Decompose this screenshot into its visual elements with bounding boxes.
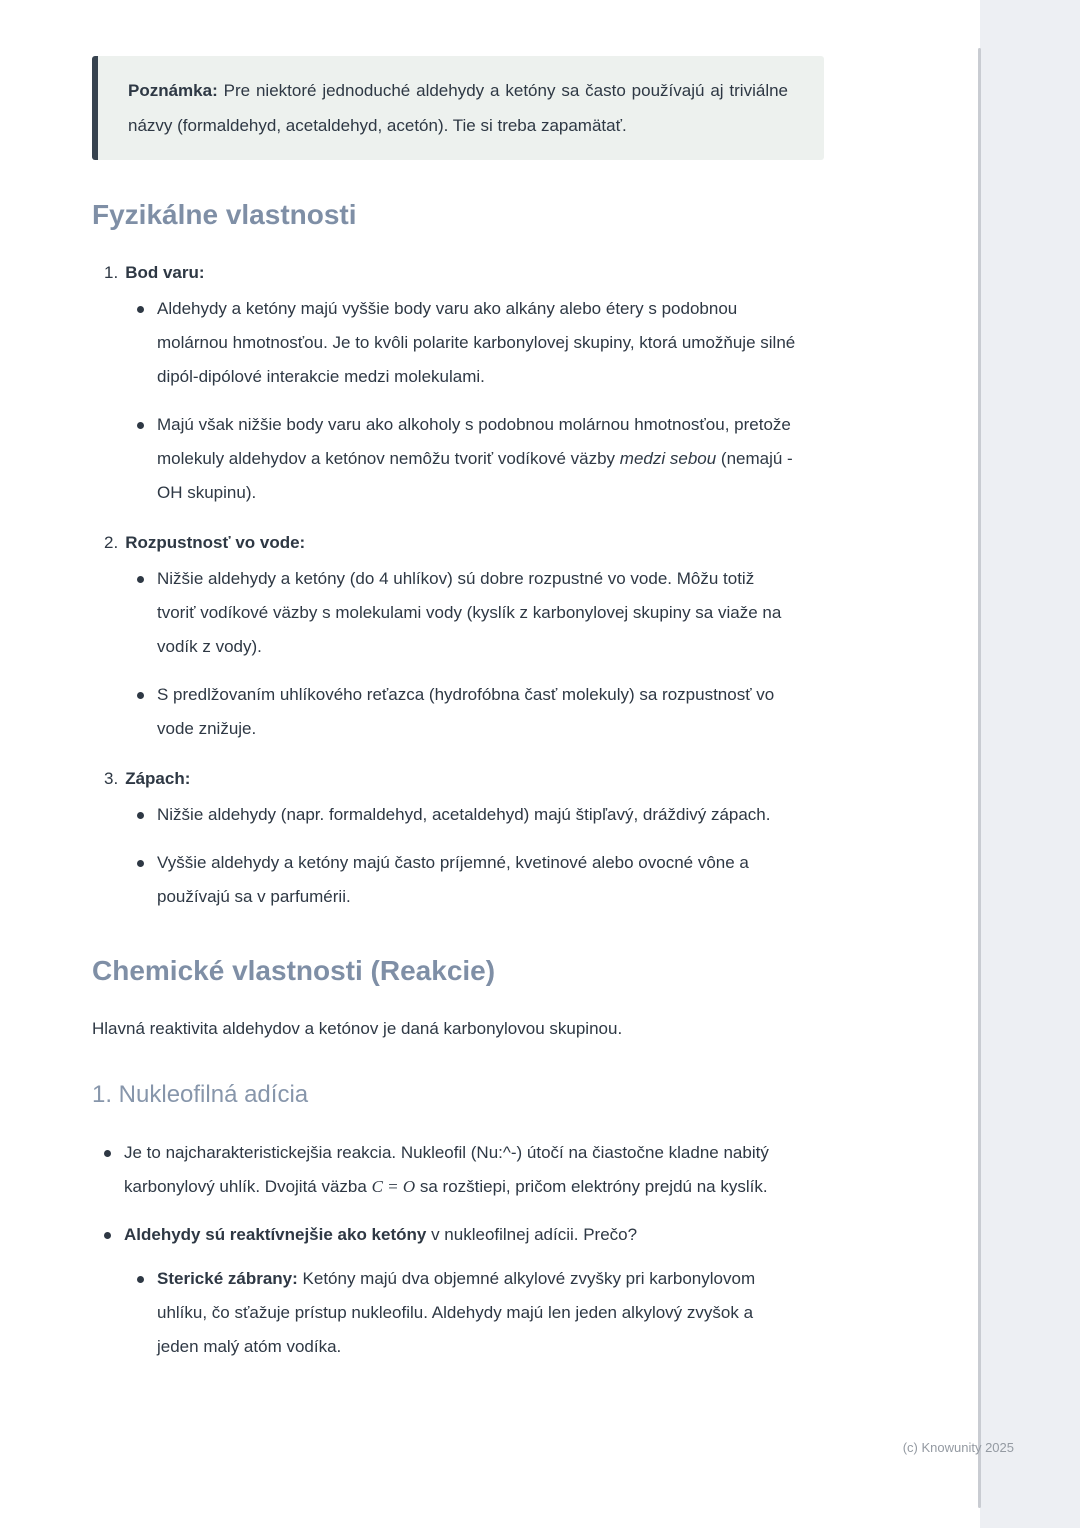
bullet-item	[137, 408, 852, 510]
bullet-text-part: (nemajú -OH skupinu).	[157, 449, 793, 502]
footer-credit: (c) Knowunity 2025	[902, 1440, 1014, 1455]
bullet-text: Vyššie aldehydy a ketóny majú často príjemné, kvetinové alebo ovocné vône a používajú sa v parfumérii.	[157, 853, 749, 906]
bullet-text-part: v nukleofilnej adícii. Prečo?	[426, 1225, 638, 1244]
bullet-text	[157, 408, 797, 510]
note-body: Pre niektoré jednoduché aldehydy a ketóny sa často používajú aj triviálne názvy (formaldehyd, acetaldehyd, acetón). Tie si treba zapamätať.	[128, 81, 789, 135]
note-text	[128, 73, 788, 143]
bullet-text	[157, 1262, 797, 1364]
heading-physical-properties: Fyzikálne vlastnosti	[92, 199, 357, 230]
bullet-text: Nižšie aldehydy a ketóny (do 4 uhlíkov) sú dobre rozpustné vo vode. Môžu totiž tvoriť vodíkové väzby s molekulami vody (kyslík z karbonylovej skupiny sa viaže na vodík z vody).	[157, 569, 782, 656]
bullet-dot-icon	[137, 576, 144, 583]
bullet-dot-icon	[137, 1276, 144, 1283]
bullet-dot-icon	[137, 422, 144, 429]
bullet-item	[137, 292, 852, 394]
bullet-text	[124, 1136, 814, 1204]
scrollbar-track[interactable]	[978, 48, 981, 1508]
bullet-item	[104, 1218, 852, 1252]
subsection-heading-nucleophilic-addition: 1. Nukleofilná adícia	[92, 1081, 309, 1108]
bullet-item	[104, 1136, 852, 1204]
bullet-dot-icon	[137, 860, 144, 867]
bullet-text-part: sa rozštiepi, pričom elektróny prejdú na kyslík.	[415, 1177, 768, 1196]
document	[92, 0, 852, 1364]
bullet-item	[137, 798, 852, 832]
bullet-text: Aldehydy a ketóny majú vyššie body varu ako alkány alebo étery s podobnou molárnou hmotnosťou. Je to kvôli polarite karbonylovej skupiny, ktorá umožňuje silné dipól-dipólové interakcie medzi molekulami.	[157, 299, 796, 386]
item-number: 2.	[104, 533, 119, 552]
bullet-dot-icon	[104, 1150, 111, 1157]
bullet-item	[137, 562, 852, 664]
bold-text: Aldehydy sú reaktívnejšie ako ketóny	[124, 1225, 427, 1244]
note-label: Poznámka:	[128, 81, 218, 100]
bullet-dot-icon	[137, 692, 144, 699]
page-right-margin	[980, 0, 1080, 1528]
numbered-item-odor	[104, 762, 852, 914]
bullet-item	[137, 846, 852, 914]
bullet-dot-icon	[137, 306, 144, 313]
bullet-text	[124, 1218, 814, 1252]
bullet-dot-icon	[137, 812, 144, 819]
item-number: 1.	[104, 263, 119, 282]
numbered-item-solubility	[104, 526, 852, 746]
bullet-list	[104, 1136, 852, 1364]
math-formula: C = O	[371, 1177, 416, 1196]
note-callout	[92, 56, 824, 160]
heading-chemical-properties: Chemické vlastnosti (Reakcie)	[92, 955, 496, 986]
bullet-text-part: Je to najcharakteristickejšia reakcia. Nukleofil (Nu:^-) útočí na čiastočne kladne nabitý karbonylový uhlík. Dvojitá väzba	[124, 1143, 769, 1196]
bullet-item	[137, 1262, 852, 1364]
bullet-text-part: Ketóny majú dva objemné alkylové zvyšky pri karbonylovom uhlíku, čo sťažuje prístup nukleofilu. Aldehydy majú len jeden alkylový zvyšok a jeden malý atóm vodíka.	[157, 1269, 756, 1356]
bullet-text: Nižšie aldehydy (napr. formaldehyd, acetaldehyd) majú štipľavý, dráždivý zápach.	[157, 805, 771, 824]
bullet-item	[137, 678, 852, 746]
emphasis-text: medzi sebou	[619, 449, 717, 468]
nested-bullet-list	[137, 1262, 852, 1364]
numbered-item-head	[104, 256, 852, 290]
item-title: Rozpustnosť vo vode:	[125, 533, 306, 552]
intro-paragraph: Hlavná reaktivita aldehydov a ketónov je daná karbonylovou skupinou.	[92, 1019, 623, 1038]
bullet-list	[137, 562, 852, 746]
bullet-text: S predlžovaním uhlíkového reťazca (hydrofóbna časť molekuly) sa rozpustnosť vo vode znižuje.	[157, 685, 775, 738]
item-title: Bod varu:	[125, 263, 205, 282]
item-title: Zápach:	[125, 769, 191, 788]
bullet-dot-icon	[104, 1232, 111, 1239]
item-number: 3.	[104, 769, 119, 788]
bullet-text-part: Majú však nižšie body varu ako alkoholy s podobnou molárnou hmotnosťou, pretože molekuly aldehydov a ketónov nemôžu tvoriť vodíkové väzby	[157, 415, 791, 468]
numbered-item-boiling-point	[104, 256, 852, 510]
bold-text: Sterické zábrany:	[157, 1269, 298, 1288]
numbered-item-head	[104, 762, 852, 796]
numbered-item-head	[104, 526, 852, 560]
bullet-list	[137, 798, 852, 914]
bullet-list	[137, 292, 852, 510]
